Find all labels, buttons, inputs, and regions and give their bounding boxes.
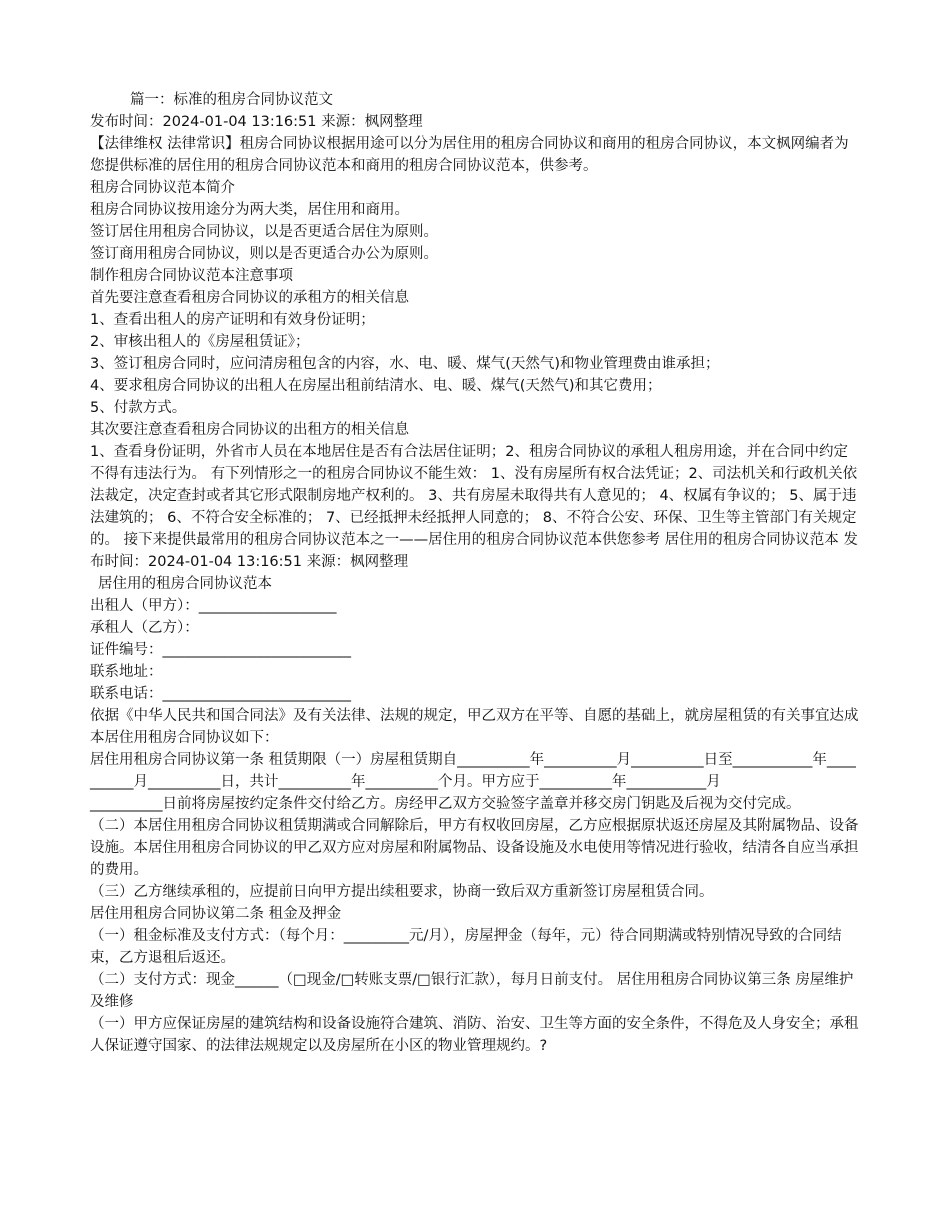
conditions-paragraph: 1、查看身份证明，外省市人员在本地居住是否有合法居住证明；2、租房合同协议的承租人租房用途，并在合同中约定不得有违法行为。 有下列情形之一的租房合同协议不能生效： 1、没有房屋所有权合法凭证；2、司法机关和行政机关依法裁定，决定查封或者其它形式限制房地产权利的。 3、共有房屋未取得共有人意见的； 4、权属有争议的； 5、属于违法建筑的； 6、不符合安全标准的； 7、已经抵押未经抵押人同意的； 8、不符合公安、环保、卫生等主管部门有关规定的。 接下来提供最常用的租房合同协议范本之一——居住用的租房合同协议范本供您参考 居住用的租房合同协议范本 发布时间：2024-01-04 13:16:51 来源：枫网整理 (90, 444, 858, 570)
summary-line-3: 签订商用租房合同协议，则以是否更适合办公为原则。 (90, 246, 438, 262)
field-id-number: 证件编号：__________________________ (90, 642, 351, 658)
article-2-clause-2: （二）支付方式：现金______（□现金/□转账支票/□银行汇款），每月日前支付。 居住用租房合同协议第三条 房屋维护及维修 (90, 972, 854, 1010)
intro-paragraph: 【法律维权 法律常识】租房合同协议根据用途可以分为居住用的租房合同协议和商用的租房合同协议，本文枫网编者为您提供标准的居住用的租房合同协议范本和商用的租房合同协议范本，供参考。 (90, 136, 849, 174)
notes-lead-2: 其次要注意查看租房合同协议的出租方的相关信息 (90, 422, 409, 438)
template-subtitle: 居住用的租房合同协议范本 (98, 576, 272, 592)
field-address: 联系地址： (90, 664, 163, 680)
field-lessee: 承租人（乙方）： (90, 620, 199, 636)
article-1-clause-2: （二）本居住用租房合同协议租赁期满或合同解除后，甲方有权收回房屋，乙方应根据原状返还房屋及其附属物品、设备设施。本居住用租房合同协议的甲乙双方应对房屋和附属物品、设备设施及水电使用等情况进行验收，结清各自应当承担的费用。 (90, 818, 859, 878)
article-1-term: 居住用租房合同协议第一条 租赁期限（一）房屋租赁期自__________年__________月__________日至___________年__________月__________日，共计__________年__________个月。甲方应于__________年___________月 (90, 752, 856, 790)
notes-lead: 首先要注意查看租房合同协议的承租方的相关信息 (90, 290, 409, 306)
article-2-clause-1: （一）租金标准及支付方式：（每个月：_________元/月），房屋押金（每年，元）待合同期满或特别情况导致的合同结束，乙方退租后返还。 (90, 928, 842, 966)
notes-item-1: 1、查看出租人的房产证明和有效身份证明； (90, 312, 375, 328)
summary-line-1: 租房合同协议按用途分为两大类，居住用和商用。 (90, 202, 409, 218)
article-title: 篇一：标准的租房合同协议范文 (130, 92, 333, 108)
summary-line-2: 签订居住用租房合同协议，以是否更适合居住为原则。 (90, 224, 438, 240)
article-1-clause-3: （三）乙方继续承租的，应提前日向甲方提出续租要求，协商一致后双方重新签订房屋租赁合同。 (90, 884, 714, 900)
notes-item-4: 4、要求租房合同协议的出租人在房屋出租前结清水、电、暖、煤气(天然气)和其它费用； (90, 378, 662, 394)
article-1-delivery: __________日前将房屋按约定条件交付给乙方。房经甲乙双方交验签字盖章并移交房门钥匙及后视为交付完成。 (90, 796, 801, 812)
field-phone: 联系电话：__________________________ (90, 686, 351, 702)
section-heading-summary: 租房合同协议范本简介 (90, 180, 235, 196)
publish-meta: 发布时间：2024-01-04 13:16:51 来源：枫网整理 (90, 114, 423, 130)
article-3-clause-1: （一）甲方应保证房屋的建筑结构和设备设施符合建筑、消防、治安、卫生等方面的安全条件，不得危及人身安全；承租人保证遵守国家、的法律法规规定以及房屋所在小区的物业管理规约。? (90, 1016, 859, 1054)
article-2-heading: 居住用租房合同协议第二条 租金及押金 (90, 906, 342, 922)
notes-item-3: 3、签订租房合同时，应问清房租包含的内容，水、电、暖、煤气(天然气)和物业管理费由谁承担； (90, 356, 720, 372)
field-lessor: 出租人（甲方）：___________________ (90, 598, 337, 614)
notes-item-2: 2、审核出租人的《房屋租赁证》； (90, 334, 310, 350)
basis-paragraph: 依据《中华人民共和国合同法》及有关法律、法规的规定，甲乙双方在平等、自愿的基础上，就房屋租赁的有关事宜达成本居住用租房合同协议如下： (90, 708, 859, 746)
document-page (90, 89, 860, 1057)
notes-item-5: 5、付款方式。 (90, 400, 187, 416)
section-heading-notes: 制作租房合同协议范本注意事项 (90, 268, 293, 284)
